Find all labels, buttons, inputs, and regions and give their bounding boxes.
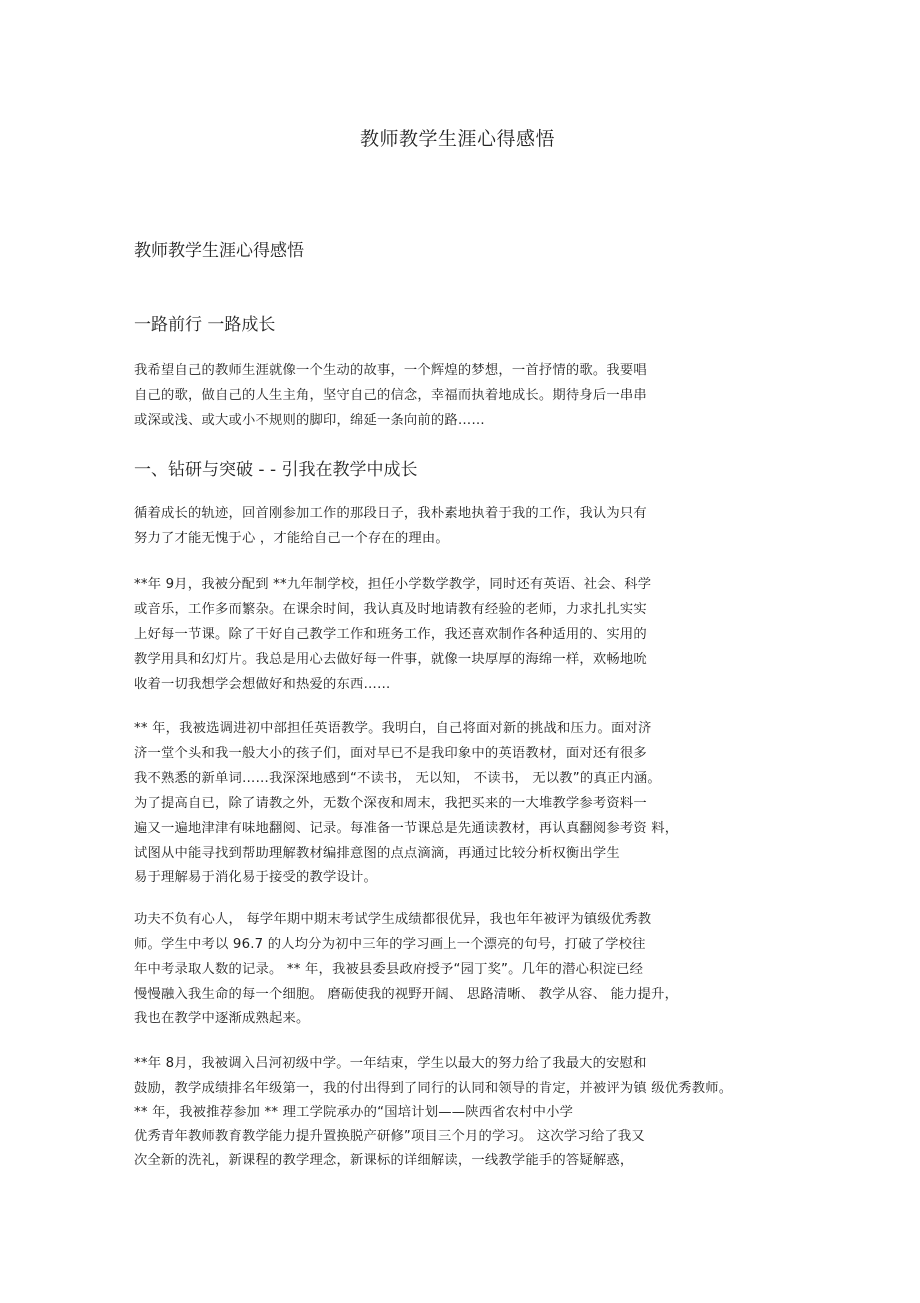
intro-line: 自己的歌，做自己的人生主角，坚守自己的信念，幸福而执着地成长。期待身后一串串 [134,388,647,403]
document-subtitle: 教师教学生涯心得感悟 [134,241,304,261]
paragraph-line: ** 年，我被推荐参加 ** 理工学院承办的“国培计划——陕西省农村中小学 [134,1105,574,1120]
paragraph-line: 济一堂个头和我一般大小的孩子们，面对早已不是我印象中的英语教材，面对还有很多 [134,746,647,761]
intro-line: 我希望自己的教师生涯就像一个生动的故事，一个辉煌的梦想，一首抒情的歌。我要唱 [134,363,647,378]
intro-line: 或深或浅、或大或小不规则的脚印，绵延一条向前的路…… [134,413,485,428]
paragraph-line: 我也在教学中逐渐成熟起来。 [134,1011,310,1026]
paragraph-line: 我不熟悉的新单词……我深深地感到“不读书， 无以知， 不读书， 无以教”的真正内涵。 [134,771,661,786]
paragraph-line: 收着一切我想学会想做好和热爱的东西…… [134,677,391,692]
paragraph-line: 鼓励，教学成绩排名年级第一，我的付出得到了同行的认同和领导的肯定，并被评为镇 级优秀教师。 [134,1081,733,1096]
paragraph-line: 教学用具和幻灯片。我总是用心去做好每一件事，就像一块厚厚的海绵一样，欢畅地吮 [134,652,647,667]
paragraph-line: 功夫不负有心人， 每学年期中期末考试学生成绩都很优异，我也年年被评为镇级优秀教 [134,912,652,927]
section-heading: 一、钻研与突破 - - 引我在教学中成长 [134,460,418,480]
paragraph-line: 或音乐，工作多而繁杂。在课余时间，我认真及时地请教有经验的老师，力求扎扎实实 [134,602,647,617]
paragraph-line: 易于理解易于消化易于接受的教学设计。 [134,870,377,885]
paragraph-line: 上好每一节课。除了干好自己教学工作和班务工作，我还喜欢制作各种适用的、实用的 [134,627,647,642]
paragraph-line: 慢慢融入我生命的每一个细胞。 磨砺使我的视野开阔、 思路清晰、 教学从容、 能力提升， [134,987,679,1002]
document-title: 教师教学生涯心得感悟 [359,128,555,150]
paragraph-line: **年 8月，我被调入吕河初级中学。一年结束，学生以最大的努力给了我最大的安慰和 [134,1056,647,1071]
paragraph-line: 努力了才能无愧于心 ，才能给自己一个存在的理由。 [134,531,449,546]
paragraph-line: 遍又一遍地津津有味地翻阅、记录。每准备一节课总是先通读教材，再认真翻阅参考资 料， [134,821,679,836]
paragraph-line: 师。学生中考以 96.7 的人均分为初中三年的学习画上一个漂亮的句号，打破了学校往 [134,937,646,952]
motto-heading: 一路前行 一路成长 [134,315,276,335]
paragraph-line: 为了提高自已，除了请教之外，无数个深夜和周末，我把买来的一大堆教学参考资料一 [134,796,647,811]
paragraph-line: 循着成长的轨迹，回首刚参加工作的那段日子，我朴素地执着于我的工作，我认为只有 [134,506,647,521]
paragraph-line: 次全新的洗礼，新课程的教学理念，新课标的详细解读，一线教学能手的答疑解惑， [134,1153,634,1168]
paragraph-line: 试图从中能寻找到帮助理解教材编排意图的点点滴滴，再通过比较分析权衡出学生 [134,846,620,861]
paragraph-line: ** 年，我被选调进初中部担任英语教学。我明白，自己将面对新的挑战和压力。面对济 [134,721,652,736]
paragraph-line: **年 9月，我被分配到 **九年制学校，担任小学数学教学，同时还有英语、社会、科学 [134,577,652,592]
paragraph-line: 年中考录取人数的记录。 ** 年，我被县委县政府授予“园丁奖”。几年的潜心积淀已经 [134,962,644,977]
paragraph-line: 优秀青年教师教育教学能力提升置换脱产研修”项目三个月的学习。 这次学习给了我又 [134,1129,645,1144]
